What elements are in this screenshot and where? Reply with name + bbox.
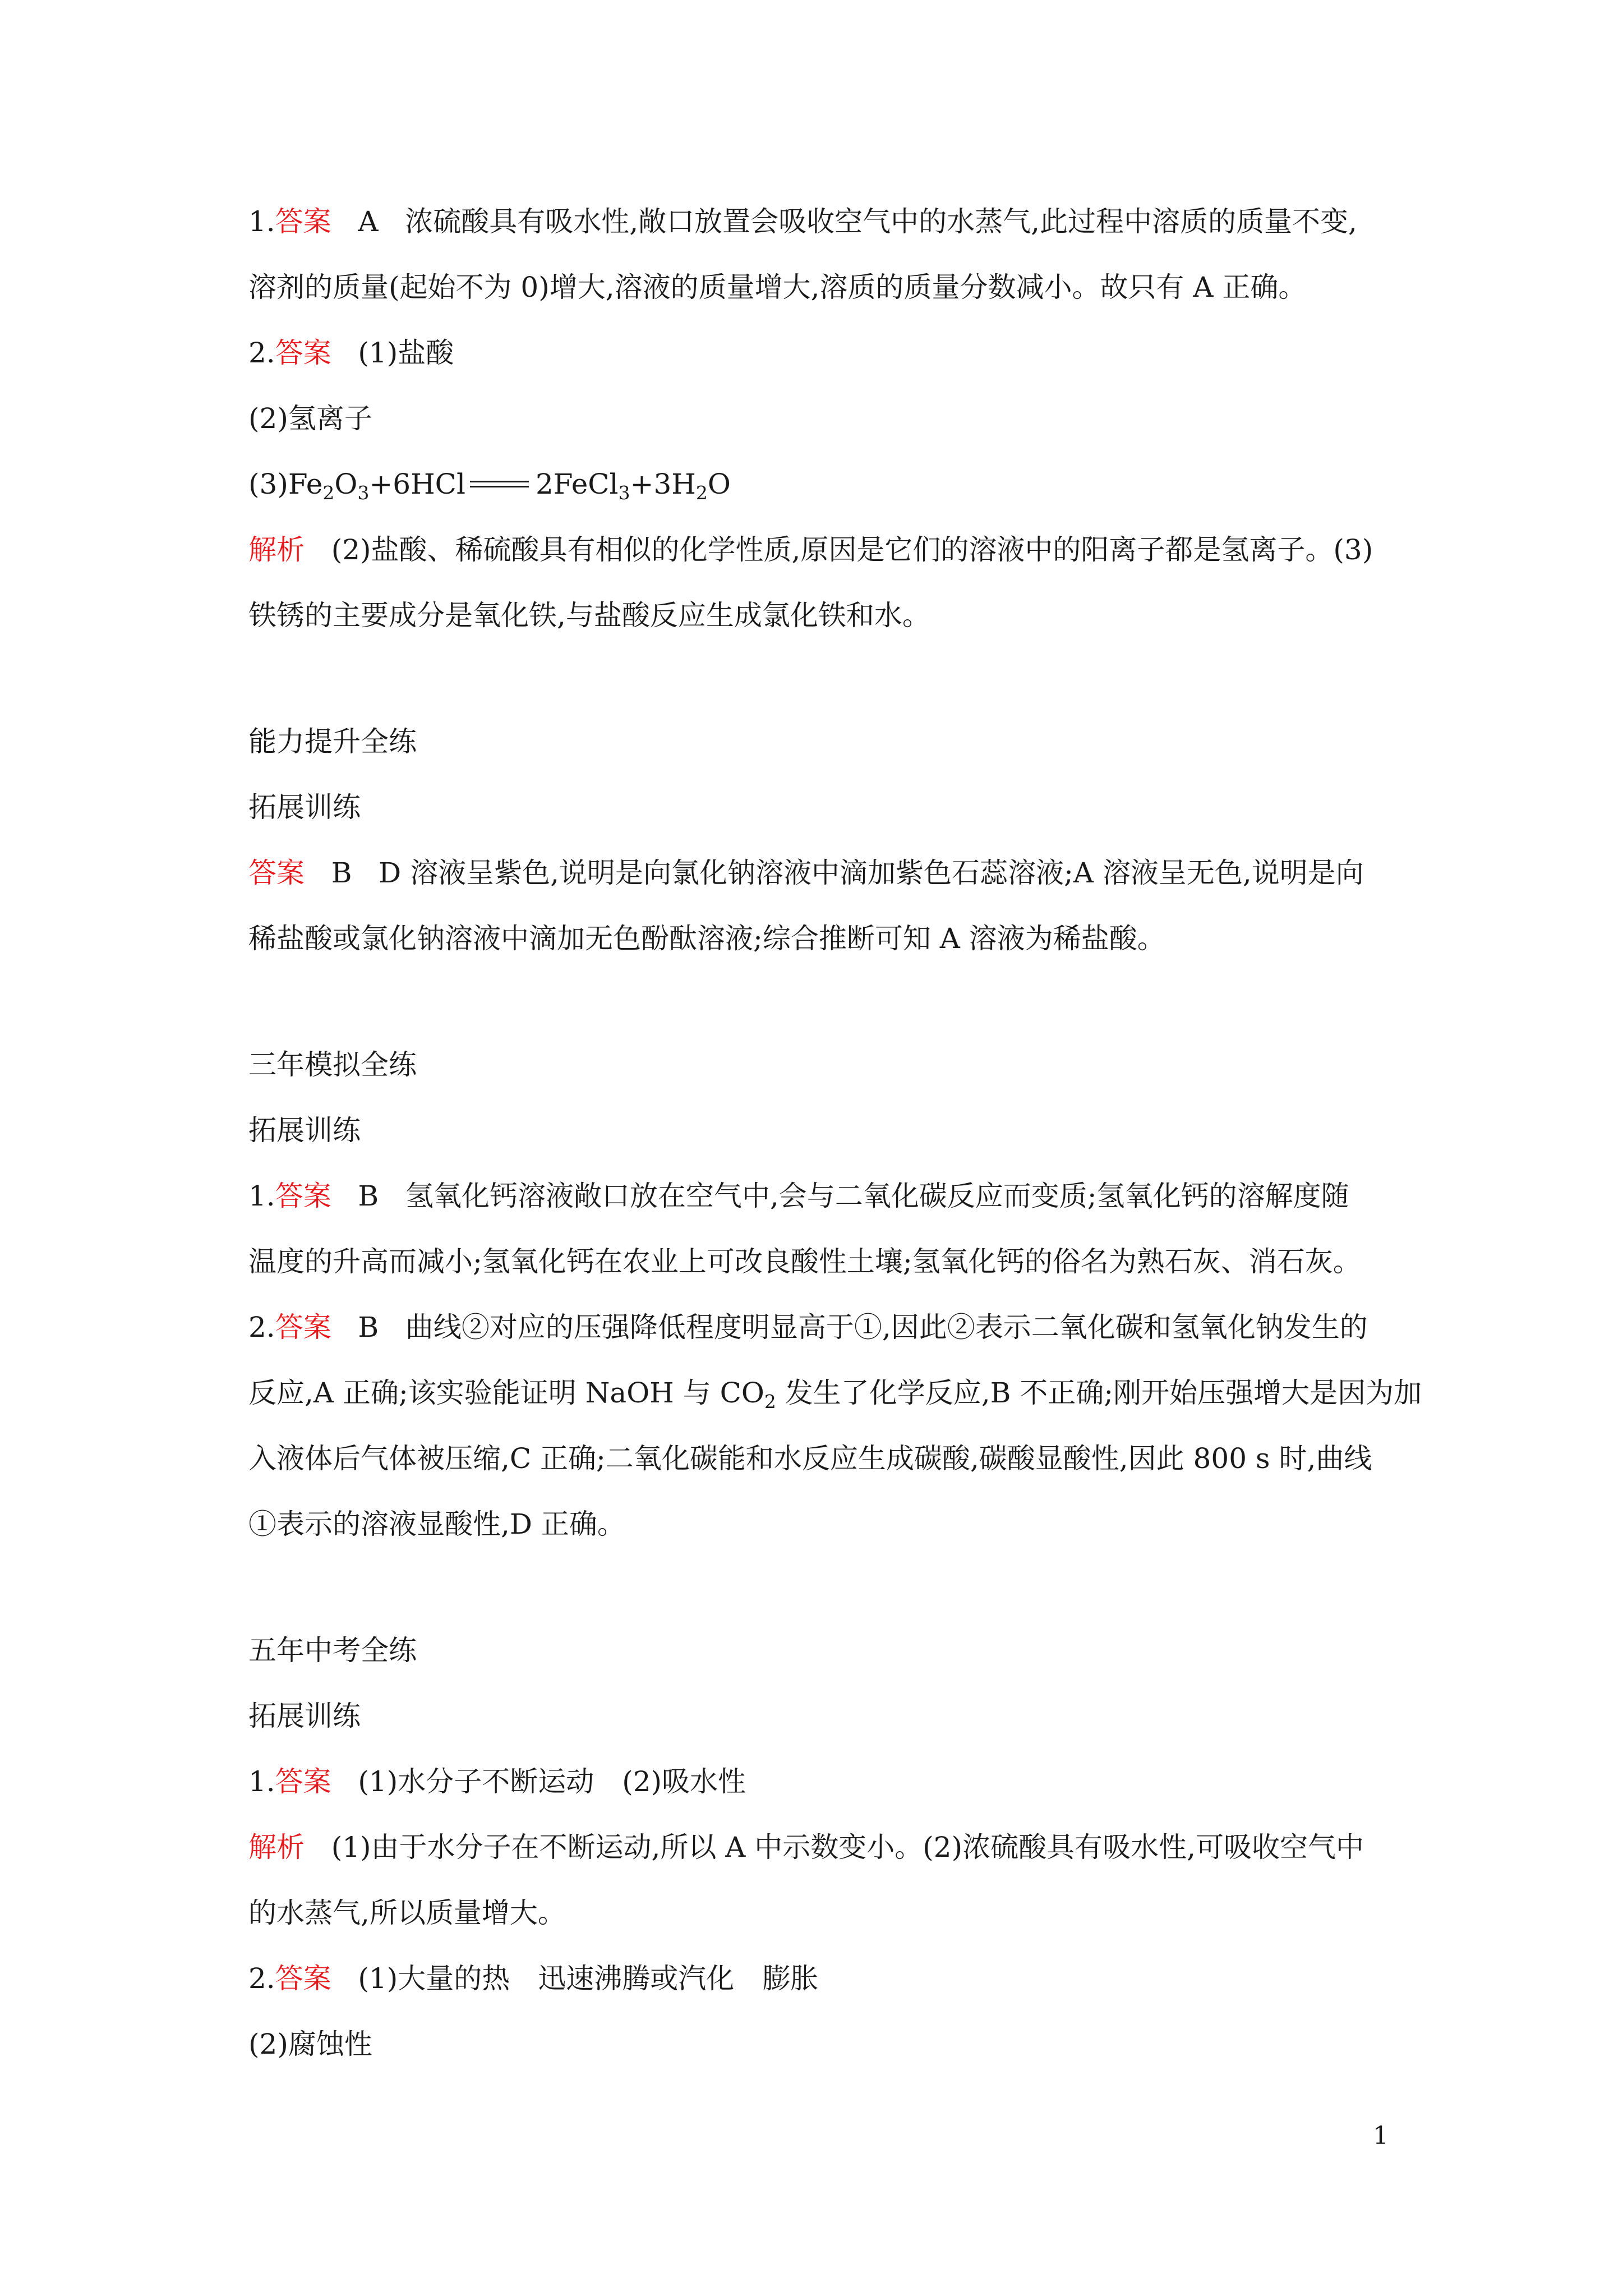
analysis-continued <box>248 1896 1387 1930</box>
equation-fragment: +3H <box>630 468 696 500</box>
subscript: 3 <box>357 482 370 504</box>
equation-fragment: 2FeCl <box>535 468 619 500</box>
answer-part: (1)盐酸 <box>358 337 454 369</box>
section-subheading: 拓展训练 <box>248 1114 361 1147</box>
answer-2-part-2 <box>248 402 1387 435</box>
chemical-equation <box>248 467 1387 504</box>
subscript: 2 <box>322 482 335 504</box>
answer-2-continued <box>248 1376 1422 1412</box>
answer-choice: A <box>358 205 379 238</box>
answer-choice: B <box>331 857 352 889</box>
explanation-text: 发生了化学反应,B 不正确;刚开始压强增大是因为加 <box>776 1377 1422 1409</box>
analysis-label: 解析 <box>248 533 305 566</box>
section-subheading: 拓展训练 <box>248 1700 361 1732</box>
explanation-text: 稀盐酸或氯化钠溶液中滴加无色酚酞溶液;综合推断可知 A 溶液为稀盐酸。 <box>248 922 1165 955</box>
answer-2-continued <box>248 1507 1387 1541</box>
answer-part: (2)腐蚀性 <box>248 2028 372 2060</box>
equals-sign <box>465 467 536 501</box>
explanation-text: 入液体后气体被压缩,C 正确;二氧化碳能和水反应生成碳酸,碳酸显酸性,因此 800 s 时,曲线 <box>248 1442 1372 1475</box>
section-heading: 五年中考全练 <box>248 1634 417 1667</box>
explanation-text: 温度的升高而减小;氢氧化钙在农业上可改良酸性土壤;氢氧化钙的俗名为熟石灰、消石灰。 <box>248 1245 1361 1278</box>
answer-label: 答案 <box>248 857 305 889</box>
explanation-text: 浓硫酸具有吸水性,敞口放置会吸收空气中的水蒸气,此过程中溶质的质量不变, <box>405 205 1357 238</box>
answer-1-continued <box>248 1245 1387 1278</box>
item-number: 2. <box>248 337 275 369</box>
equation-fragment: +6HCl <box>369 468 465 500</box>
answer-1 <box>248 205 1387 238</box>
section-subheading: 拓展训练 <box>248 791 361 823</box>
explanation-text: D 溶液呈紫色,说明是向氯化钠溶液中滴加紫色石蕊溶液;A 溶液呈无色,说明是向 <box>379 857 1364 889</box>
answer-part: (2)氢离子 <box>248 402 372 435</box>
answer-2 <box>248 1310 1387 1344</box>
subscript: 3 <box>618 482 630 504</box>
answer-label: 答案 <box>275 1962 331 1995</box>
answer-label: 答案 <box>275 205 331 238</box>
answer-part: (1)大量的热 迅速沸腾或汽化 膨胀 <box>358 1962 819 1995</box>
answer-2 <box>248 1962 1387 1995</box>
answer-part: (1)水分子不断运动 (2)吸水性 <box>358 1765 746 1798</box>
section-heading: 能力提升全练 <box>248 725 417 758</box>
explanation-text: 曲线②对应的压强降低程度明显高于①,因此②表示二氧化碳和氢氧化钠发生的 <box>405 1311 1368 1343</box>
explanation-text: 氢氧化钙溶液敞口放在空气中,会与二氧化碳反应而变质;氢氧化钙的溶解度随 <box>405 1180 1349 1212</box>
equation-fragment: O <box>334 468 358 500</box>
page-number: 1 <box>1373 2122 1389 2150</box>
analysis-text: (1)由于水分子在不断运动,所以 A 中示数变小。(2)浓硫酸具有吸水性,可吸收空气中 <box>331 1831 1364 1864</box>
explanation-text: ①表示的溶液显酸性,D 正确。 <box>248 1508 625 1540</box>
answer-2 <box>248 336 1387 370</box>
answer-choice: B <box>358 1180 379 1212</box>
subscript: 2 <box>764 1391 776 1412</box>
analysis-1-continued <box>248 599 1387 632</box>
analysis-text: 的水蒸气,所以质量增大。 <box>248 1897 566 1929</box>
item-number: 2. <box>248 1311 275 1343</box>
item-number: 2. <box>248 1962 275 1995</box>
item-number: 1. <box>248 205 275 238</box>
answer-2-continued <box>248 1442 1387 1475</box>
answer-2-part-2 <box>248 2027 1387 2061</box>
analysis-text: 铁锈的主要成分是氧化铁,与盐酸反应生成氯化铁和水。 <box>248 599 930 632</box>
answer-label: 答案 <box>275 1311 331 1343</box>
analysis-text: (2)盐酸、稀硫酸具有相似的化学性质,原因是它们的溶液中的阳离子都是氢离子。(3) <box>331 533 1373 566</box>
equation-fragment: O <box>707 468 731 500</box>
answer-1 <box>248 1765 1387 1798</box>
answer-1 <box>248 1179 1387 1213</box>
explanation-text: 反应,A 正确;该实验能证明 NaOH 与 CO <box>248 1377 764 1409</box>
analysis-label: 解析 <box>248 1831 305 1864</box>
document-body <box>248 205 1422 2093</box>
answer-choice: B <box>358 1311 379 1343</box>
answer-single-continued <box>248 922 1387 955</box>
section-heading: 三年模拟全练 <box>248 1048 417 1081</box>
answer-label: 答案 <box>275 1180 331 1212</box>
explanation-text: 溶剂的质量(起始不为 0)增大,溶液的质量增大,溶质的质量分数减小。故只有 A 正确。 <box>248 271 1307 303</box>
answer-label: 答案 <box>275 1765 331 1798</box>
subscript: 2 <box>695 482 708 504</box>
answer-1-continued <box>248 270 1387 304</box>
answer-label: 答案 <box>275 337 331 369</box>
equation-fragment: (3)Fe <box>248 468 323 500</box>
item-number: 1. <box>248 1765 275 1798</box>
item-number: 1. <box>248 1180 275 1212</box>
answer-single <box>248 856 1387 890</box>
analysis <box>248 1830 1387 1864</box>
analysis-1 <box>248 533 1387 567</box>
